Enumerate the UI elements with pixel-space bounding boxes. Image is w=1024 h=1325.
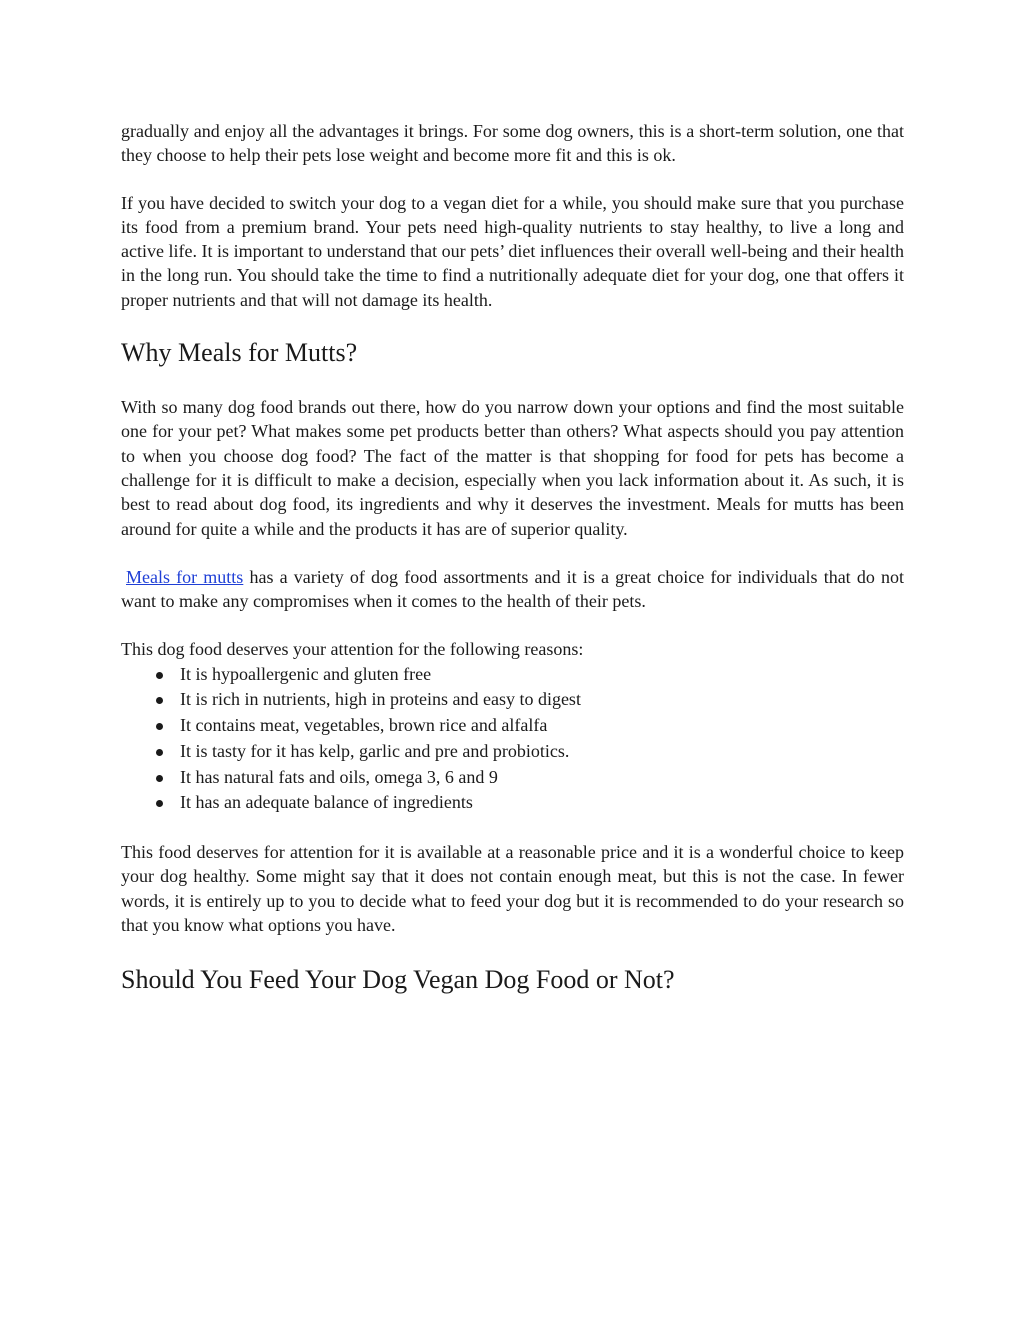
meals-for-mutts-paragraph [121, 565, 904, 614]
list-item [121, 713, 904, 739]
meals-for-mutts-link[interactable]: Meals for mutts [126, 566, 244, 587]
bullet-icon [156, 697, 163, 704]
intro-paragraph: gradually and enjoy all the advantages it brings. For some dog owners, this is a short-term solution, one that they choose to help their pets lose weight and become more fit and this is ok. [121, 121, 904, 166]
bullet-icon [156, 775, 163, 782]
bullet-icon [156, 723, 163, 730]
list-item-text: It is hypoallergenic and gluten free [180, 663, 432, 684]
list-item-text: It is rich in nutrients, high in proteins and easy to digest [180, 689, 581, 710]
list-item-text: It has an adequate balance of ingredients [180, 792, 473, 813]
bullet-icon [156, 672, 163, 679]
list-item-text: It contains meat, vegetables, brown rice and alfalfa [180, 715, 548, 736]
bullet-icon [156, 749, 163, 756]
list-item-text: It is tasty for it has kelp, garlic and pre and probiotics. [180, 740, 570, 761]
list-item-text: It has natural fats and oils, omega 3, 6 and 9 [180, 766, 498, 787]
why-meals-heading: Why Meals for Mutts? [121, 338, 358, 368]
reasons-list [121, 662, 904, 816]
why-meals-paragraph: With so many dog food brands out there, how do you narrow down your options and find the most suitable one for your pet? What makes some pet products better than others? What aspects should you pay attention to when you choose dog food? The fact of the matter is that shopping for food for pets has become a challenge for it is difficult to make a decision, especially when you lack information about it. As such, it is best to read about dog food, its ingredients and why it deserves the investment. Meals for mutts has been around for quite a while and the products it has are of superior quality. [121, 397, 904, 539]
vegan-switch-paragraph: If you have decided to switch your dog to a vegan diet for a while, you should make sure that you purchase its food from a premium brand. Your pets need high-quality nutrients to stay healthy, to live a long and active life. It is important to understand that our pets’ diet influences their overall well-being and their health in the long run. You should take the time to find a nutritionally adequate diet for your dog, one that offers it proper nutrients and that will not damage its health. [121, 192, 904, 310]
list-item [121, 765, 904, 791]
should-you-feed-heading: Should You Feed Your Dog Vegan Dog Food or Not? [121, 965, 675, 995]
document-page [121, 119, 904, 996]
list-item [121, 790, 904, 816]
bullet-icon [156, 800, 163, 807]
list-item [121, 662, 904, 688]
list-item [121, 687, 904, 713]
meals-for-mutts-text: has a variety of dog food assortments and it is a great choice for individuals that do not want to make any compromises when it comes to the health of their pets. [121, 566, 904, 612]
attention-paragraph: This food deserves for attention for it is available at a reasonable price and it is a wonderful choice to keep your dog healthy. Some might say that it does not contain enough meat, but this is not the case. In fewer words, it is entirely up to you to decide what to feed your dog but it is recommended to do your research so that you know what options you have. [121, 841, 904, 935]
reasons-lead-paragraph: This dog food deserves your attention for the following reasons: [121, 639, 584, 660]
list-item [121, 739, 904, 765]
